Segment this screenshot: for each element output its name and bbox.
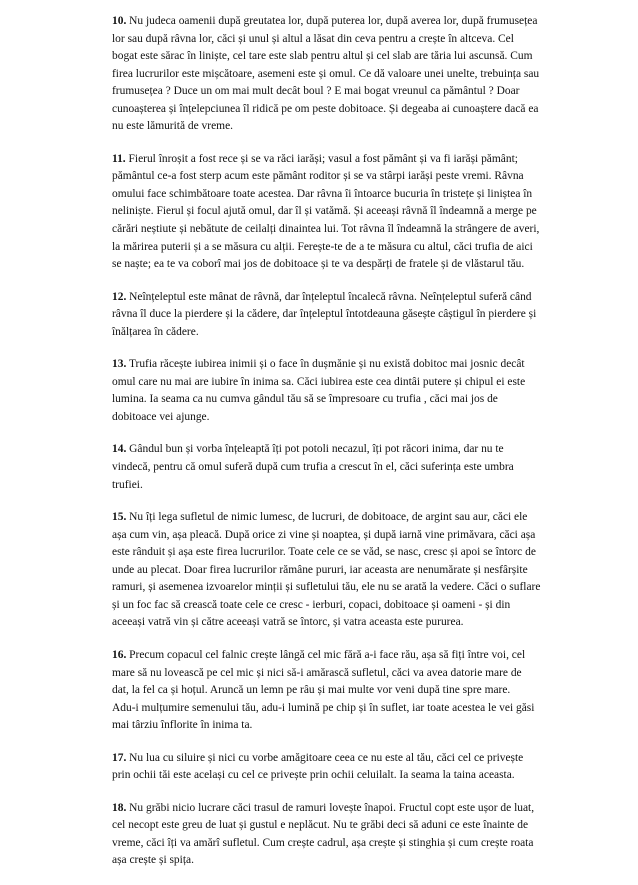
text-line: și un foc fac să crească toate cele ce cresc - ierburi, copaci, dobitoace și oameni - și din — [112, 598, 511, 611]
text-line: așa cum vin, așa pleacă. După orice zi vine și noaptea, și după iarnă vine primăvara, căci așa — [112, 528, 536, 541]
text-line: cel necopt este greu de luat și gustul e neplăcut. Nu te grăbi deci să aduni ce este înainte de — [112, 819, 529, 832]
text-line: Adu-i mulțumire semenului tău, adu-i lumină pe chip și în suflet, iar toate acestea le vei găsi — [112, 701, 535, 714]
text-line: la mărirea puterii și a se măsura cu alții. Ferește-te de a te măsura cu altul, căci trufia de aici — [112, 240, 533, 253]
text-line: râvna îl duce la pierdere și la cădere, dar înțeleptul întotdeauna găsește câștigul în pierdere și — [112, 308, 537, 321]
text-line: trufiei. — [112, 478, 143, 491]
paragraph-number: 11. — [112, 152, 126, 165]
text-line: firea lucrurilor este mișcătoare, asemeni este și omul. Ce dă valoare unei unelte, trebuința sau — [112, 67, 540, 80]
text-line: este rânduit și așa este firea lucrurilor. Toate cele ce se văd, se nasc, cresc și apoi se întorc de — [112, 546, 536, 559]
text-line: nu este lămurită de vreme. — [112, 120, 233, 133]
text-line: ramuri, și asemenea izvoarelor minții și sufletului tău, ele nu se arată la vedere. Căci o suflare — [112, 581, 541, 594]
text-line — [112, 750, 608, 768]
line-text: Fierul înroșit a fost rece și se va răci iarăși; vasul a fost pământ și va fi iarăși pământ; — [125, 152, 518, 165]
text-line: lumina. Ia seama ca nu cumva gândul tău să se împresoare cu trufia , căci mai jos de — [112, 393, 498, 406]
paragraph-number: 17. — [112, 751, 127, 764]
text-line — [112, 647, 608, 665]
text-line: bogat este sărac în liniște, cel tare este slab pentru altul și cel slab are tăria lui ascunsă. Cum — [112, 50, 533, 63]
text-line: așa crește și spița. — [112, 854, 194, 867]
text-line — [112, 13, 608, 31]
paragraph-16 — [112, 647, 608, 735]
text-line: cărări neștiute și nebătute de ceilalți dinaintea lui. Tot râvna îl îndeamnă la strângere de averi, — [112, 223, 540, 236]
text-line: unde au plecat. Doar firea lucrurilor rămâne pururi, iar aceasta are nenumărate și nesfârșite — [112, 563, 528, 576]
paragraph-number: 10. — [112, 15, 127, 27]
paragraph-12 — [112, 289, 608, 342]
text-line: neliniște. Fierul și focul ajută omul, dar îl și vatămă. Și aceeași râvnă îl îndeamnă a merge pe — [112, 205, 537, 218]
paragraph-11 — [112, 151, 608, 274]
text-line: vreme, căci îți va amărî sufletul. Cum crește cadrul, așa crește și stinghia și cum crește roata — [112, 836, 534, 849]
line-text: Trufia răcește iubirea inimii și o face în dușmănie și nu există dobitoc mai josnic decât — [126, 358, 525, 371]
text-line: lor sau după râvna lor, căci și unul și altul a lăsat din ceva pentru a crește în altceva. Cel — [112, 32, 514, 45]
paragraph-number: 12. — [112, 290, 127, 303]
text-line — [112, 509, 608, 527]
paragraph-18 — [112, 800, 608, 870]
paragraph-14 — [112, 441, 608, 494]
line-text: Neînțeleptul este mânat de râvnă, dar înțeleptul încalecă râvna. Neînțeleptul suferă când — [126, 290, 532, 303]
line-text: Nu lua cu siluire și nici cu vorbe amăgitoare ceea ce nu este al tău, căci cel ce privește — [126, 751, 524, 764]
text-line: dobitoace vei ajunge. — [112, 410, 210, 423]
paragraph-number: 14. — [112, 443, 127, 456]
text-line: înălțarea în cădere. — [112, 325, 199, 338]
text-line: frumusețea ? Duce un om mai mult decât boul ? E mai bogat vreunul ca pământul ? Doar — [112, 85, 520, 98]
paragraph-number: 15. — [112, 511, 127, 524]
text-line: aceeași vatră vin și către aceeași vatră se întorc, și vatra aceasta este pururea. — [112, 616, 464, 629]
text-line: mare să nu lovească pe cel mic și nici să-i amărască sufletul, căci va avea datorie mare de — [112, 666, 522, 679]
document-body — [112, 13, 608, 885]
text-line: omul care nu mai are iubire în inima sa. Căci iubirea este cea dintâi putere și chipul ei este — [112, 375, 526, 388]
text-line — [112, 800, 608, 818]
paragraph-number: 18. — [112, 801, 127, 814]
line-text: Precum copacul cel falnic crește lângă cel mic fără a-i face rău, așa să fiți între voi, cel — [126, 648, 526, 661]
paragraph-17 — [112, 750, 608, 785]
text-line: dat, la fel ca și hoțul. Aruncă un lemn pe râu și mai multe vor veni după tine spre mare. — [112, 684, 511, 697]
text-line: se naște; ea te va coborî mai jos de dobitoace și te va despărți de fratele și de vlăstarul tău. — [112, 258, 525, 271]
text-line: prin ochii tăi este același cu cel ce privește prin ochii celuilalt. Ia seama la taina aceasta. — [112, 769, 515, 782]
text-line: cunoașterea și înțelepciunea îl ridică pe om peste dobitoace. Și degeaba ai cunoaștere dacă ea — [112, 102, 539, 115]
text-line — [112, 151, 608, 169]
paragraph-15 — [112, 509, 608, 632]
paragraph-number: 16. — [112, 648, 127, 661]
paragraph-13 — [112, 356, 608, 426]
text-line: vindecă, pentru că omul suferă după cum trufia a crescut în el, căci suferința este umbra — [112, 461, 514, 474]
line-text: Nu îți lega sufletul de nimic lumesc, de lucruri, de dobitoace, de argint sau aur, căci ele — [126, 511, 528, 524]
line-text: Nu grăbi nicio lucrare căci trasul de ramuri lovește înapoi. Fructul copt este ușor de luat, — [126, 801, 535, 814]
text-line — [112, 356, 608, 374]
text-line: mai târziu înflorite în inima ta. — [112, 719, 253, 732]
line-text: Nu judeca oamenii după greutatea lor, după puterea lor, după averea lor, după frumusețea — [126, 15, 538, 27]
text-line: pământul ce-a fost sterp acum este pământ roditor și se va stârpi iarăși peste vremi. Râvna — [112, 170, 524, 183]
paragraph-number: 13. — [112, 358, 127, 371]
line-text: Gândul bun și vorba înțeleaptă îți pot potoli necazul, îți pot răcori inima, dar nu te — [126, 443, 504, 456]
text-line — [112, 441, 608, 459]
text-line: omului face schimbătoare toate acestea. Dar râvna îi întoarce bucuria în tristețe și liniștea în — [112, 187, 533, 200]
paragraph-10 — [112, 13, 608, 136]
text-line — [112, 289, 608, 307]
